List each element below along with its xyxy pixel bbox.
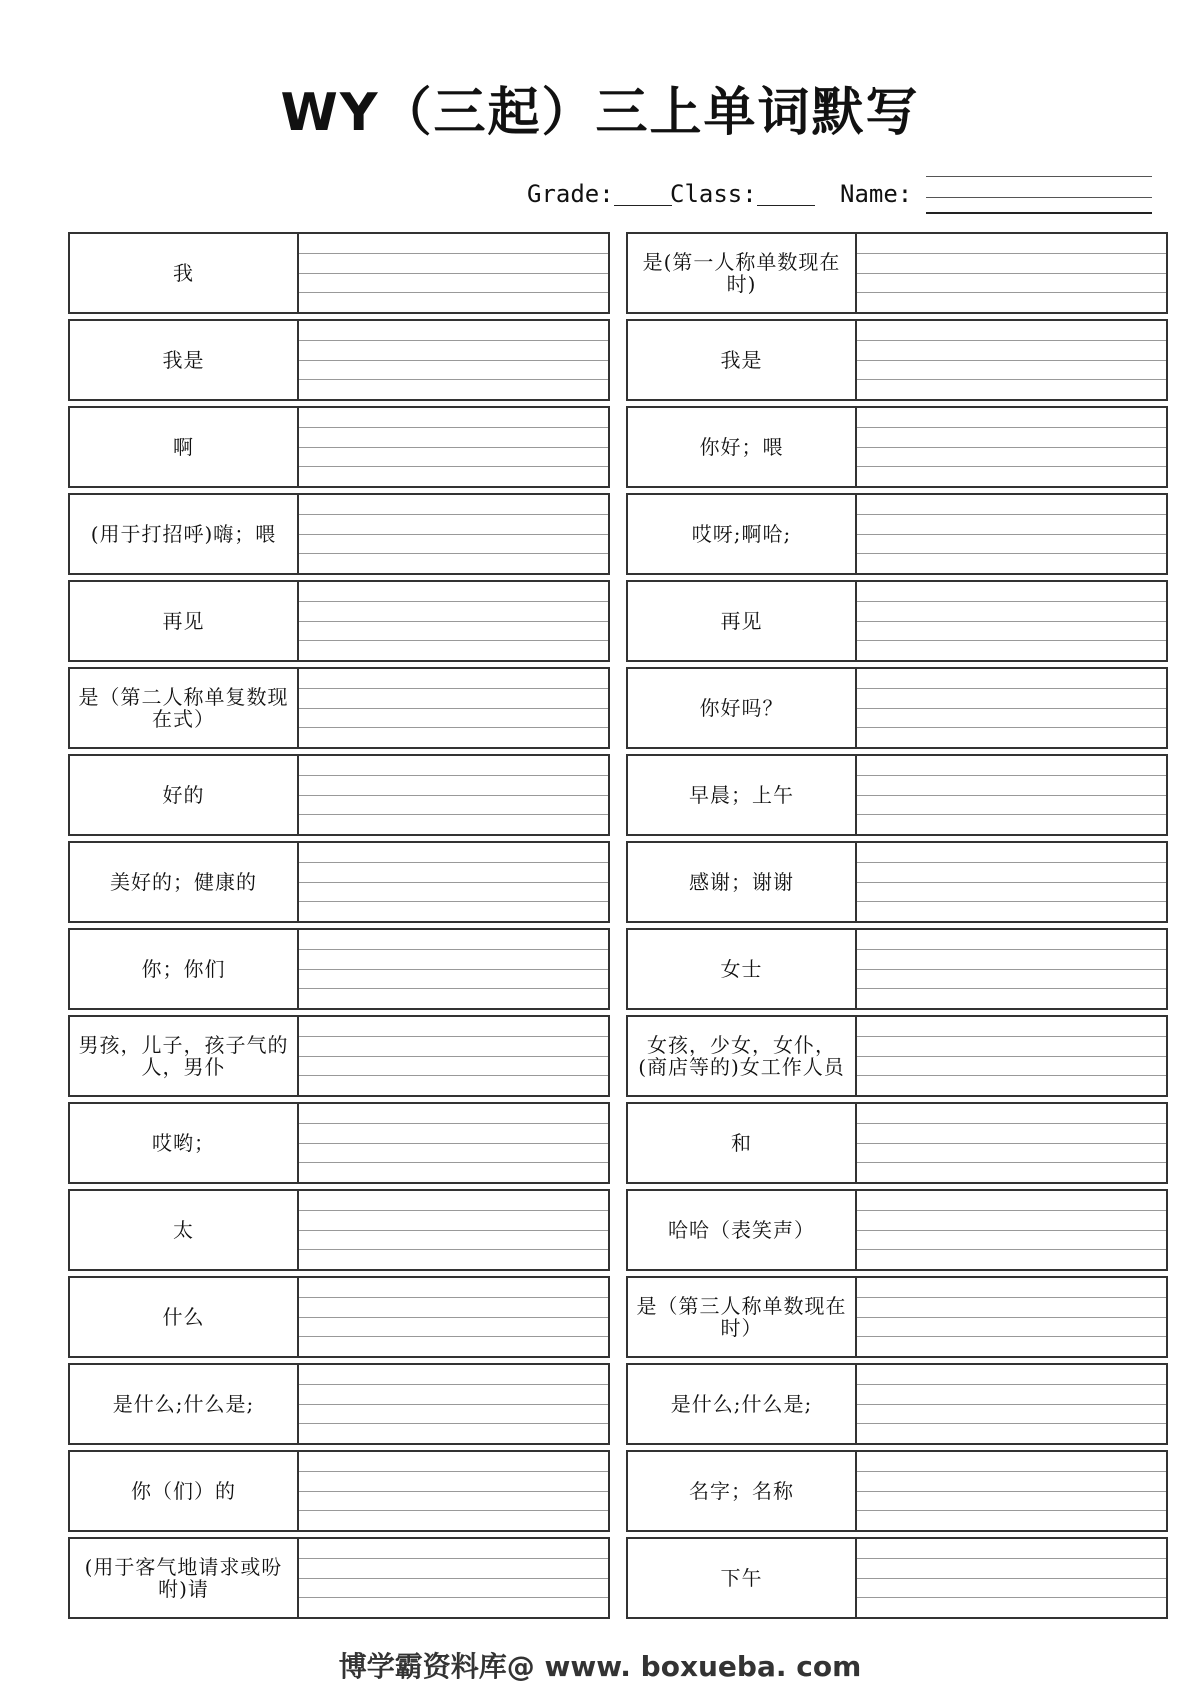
vocab-row — [68, 754, 610, 836]
writing-line — [299, 292, 608, 293]
writing-line — [299, 1036, 608, 1037]
writing-line — [299, 1210, 608, 1211]
writing-line — [299, 1143, 608, 1144]
chinese-meaning: (用于客气地请求或吩咐)请 — [70, 1539, 299, 1617]
writing-line — [299, 814, 608, 815]
name-extra-lines — [926, 156, 1152, 198]
chinese-meaning: 太 — [70, 1191, 299, 1269]
writing-line — [857, 1491, 1166, 1492]
chinese-meaning: 我是 — [70, 321, 299, 399]
writing-line — [299, 727, 608, 728]
writing-line — [857, 640, 1166, 641]
chinese-meaning: 美好的；健康的 — [70, 843, 299, 921]
writing-line — [857, 1317, 1166, 1318]
writing-line — [857, 708, 1166, 709]
chinese-meaning: 再见 — [70, 582, 299, 660]
chinese-meaning: 哎哟； — [70, 1104, 299, 1182]
writing-line — [857, 621, 1166, 622]
writing-line — [857, 795, 1166, 796]
writing-line — [857, 427, 1166, 428]
answer-writing-area[interactable] — [299, 756, 608, 834]
answer-writing-area[interactable] — [857, 1104, 1166, 1182]
chinese-meaning: 是什么;什么是; — [70, 1365, 299, 1443]
class-field — [670, 180, 815, 210]
writing-line — [857, 1297, 1166, 1298]
writing-line — [857, 553, 1166, 554]
class-label: Class: — [670, 180, 757, 208]
vocab-row — [626, 1015, 1168, 1097]
chinese-meaning: 是什么;什么是; — [628, 1365, 857, 1443]
name-label: Name: — [840, 180, 913, 208]
chinese-meaning: 是(第一人称单数现在时) — [628, 234, 857, 312]
vocab-row — [68, 1537, 610, 1619]
footer-watermark: 博学霸资料库@ www. boxueba. com — [338, 1650, 862, 1683]
writing-line — [857, 360, 1166, 361]
chinese-meaning: 我是 — [628, 321, 857, 399]
writing-line — [299, 988, 608, 989]
writing-line — [857, 1210, 1166, 1211]
writing-line — [857, 901, 1166, 902]
writing-line — [299, 795, 608, 796]
chinese-meaning: 哎呀;啊哈; — [628, 495, 857, 573]
vocab-row — [68, 1015, 610, 1097]
writing-line — [299, 775, 608, 776]
writing-line — [299, 688, 608, 689]
writing-line — [857, 1075, 1166, 1076]
vocab-row — [68, 493, 610, 575]
writing-line — [299, 1423, 608, 1424]
chinese-meaning: 啊 — [70, 408, 299, 486]
answer-writing-area[interactable] — [299, 1452, 608, 1530]
writing-line — [299, 1404, 608, 1405]
vocab-row — [626, 841, 1168, 923]
answer-writing-area[interactable] — [299, 1539, 608, 1617]
vocab-row — [626, 319, 1168, 401]
answer-writing-area[interactable] — [299, 408, 608, 486]
answer-writing-area[interactable] — [299, 1017, 608, 1095]
chinese-meaning: 早晨；上午 — [628, 756, 857, 834]
vocab-row — [626, 1363, 1168, 1445]
writing-line — [299, 1123, 608, 1124]
grade-blank[interactable] — [614, 181, 672, 206]
vocab-row — [626, 754, 1168, 836]
writing-line — [857, 1036, 1166, 1037]
chinese-meaning: 男孩，儿子，孩子气的人，男仆 — [70, 1017, 299, 1095]
answer-writing-area[interactable] — [857, 1017, 1166, 1095]
vocab-row — [626, 580, 1168, 662]
writing-line — [299, 1249, 608, 1250]
writing-line — [857, 340, 1166, 341]
writing-line — [857, 292, 1166, 293]
chinese-meaning: (用于打招呼)嗨；喂 — [70, 495, 299, 573]
writing-line — [857, 253, 1166, 254]
writing-line — [299, 1162, 608, 1163]
answer-writing-area[interactable] — [857, 1452, 1166, 1530]
writing-line — [857, 1597, 1166, 1598]
vocab-row — [68, 928, 610, 1010]
writing-line — [857, 1230, 1166, 1231]
writing-line — [299, 553, 608, 554]
writing-line — [857, 1404, 1166, 1405]
chinese-meaning: 好的 — [70, 756, 299, 834]
writing-line — [857, 379, 1166, 380]
writing-line — [857, 1336, 1166, 1337]
chinese-meaning: 哈哈（表笑声） — [628, 1191, 857, 1269]
chinese-meaning: 你；你们 — [70, 930, 299, 1008]
writing-line — [857, 601, 1166, 602]
writing-line — [857, 1510, 1166, 1511]
name-blank[interactable] — [926, 212, 1152, 214]
vocab-row — [626, 493, 1168, 575]
vocab-row — [68, 232, 610, 314]
name-field — [840, 180, 912, 210]
writing-line — [299, 1471, 608, 1472]
writing-line — [299, 708, 608, 709]
vocab-row — [626, 928, 1168, 1010]
writing-line — [299, 1056, 608, 1057]
writing-line — [857, 862, 1166, 863]
answer-writing-area[interactable] — [857, 843, 1166, 921]
chinese-meaning: 什么 — [70, 1278, 299, 1356]
vocab-row — [626, 232, 1168, 314]
vocab-row — [68, 1276, 610, 1358]
writing-line — [857, 1558, 1166, 1559]
vocab-row — [68, 406, 610, 488]
vocab-row — [68, 667, 610, 749]
chinese-meaning: 你好；喂 — [628, 408, 857, 486]
answer-writing-area[interactable] — [299, 495, 608, 573]
writing-line — [857, 882, 1166, 883]
vocab-row — [68, 1189, 610, 1271]
writing-line — [299, 466, 608, 467]
chinese-meaning: 女士 — [628, 930, 857, 1008]
writing-line — [299, 882, 608, 883]
answer-writing-area[interactable] — [299, 1365, 608, 1443]
vocab-row — [68, 841, 610, 923]
writing-line — [857, 273, 1166, 274]
grade-field — [527, 180, 672, 210]
answer-writing-area[interactable] — [857, 408, 1166, 486]
chinese-meaning: 你好吗？ — [628, 669, 857, 747]
answer-writing-area[interactable] — [299, 843, 608, 921]
chinese-meaning: 你（们）的 — [70, 1452, 299, 1530]
writing-line — [857, 949, 1166, 950]
writing-line — [299, 379, 608, 380]
writing-line — [299, 640, 608, 641]
writing-line — [299, 1597, 608, 1598]
writing-line — [857, 1249, 1166, 1250]
writing-line — [857, 1578, 1166, 1579]
writing-line — [299, 1230, 608, 1231]
vocab-row — [68, 1102, 610, 1184]
writing-line — [299, 1336, 608, 1337]
chinese-meaning: 我 — [70, 234, 299, 312]
vocab-row — [68, 319, 610, 401]
writing-line — [857, 534, 1166, 535]
writing-line — [857, 814, 1166, 815]
grade-label: Grade: — [527, 180, 614, 208]
writing-line — [299, 360, 608, 361]
vocab-row — [626, 406, 1168, 488]
writing-line — [857, 688, 1166, 689]
chinese-meaning: 是（第二人称单复数现在式） — [70, 669, 299, 747]
chinese-meaning: 感谢；谢谢 — [628, 843, 857, 921]
vocab-row — [68, 580, 610, 662]
vocab-row — [68, 1363, 610, 1445]
worksheet-title: WY（三起）三上单词默写 — [280, 83, 920, 143]
vocab-row — [626, 1276, 1168, 1358]
answer-writing-area[interactable] — [857, 495, 1166, 573]
writing-line — [857, 1423, 1166, 1424]
vocab-row — [626, 1450, 1168, 1532]
chinese-meaning: 和 — [628, 1104, 857, 1182]
chinese-meaning: 再见 — [628, 582, 857, 660]
writing-line — [299, 1317, 608, 1318]
vocab-row — [68, 1450, 610, 1532]
writing-line — [857, 1471, 1166, 1472]
answer-writing-area[interactable] — [857, 1278, 1166, 1356]
answer-writing-area[interactable] — [857, 1191, 1166, 1269]
writing-line — [299, 447, 608, 448]
answer-writing-area[interactable] — [857, 756, 1166, 834]
chinese-meaning: 是（第三人称单数现在时） — [628, 1278, 857, 1356]
writing-line — [299, 901, 608, 902]
writing-line — [299, 514, 608, 515]
writing-line — [857, 969, 1166, 970]
answer-writing-area[interactable] — [857, 1365, 1166, 1443]
writing-line — [299, 601, 608, 602]
answer-writing-area[interactable] — [299, 234, 608, 312]
writing-line — [857, 1123, 1166, 1124]
vocab-row — [626, 1189, 1168, 1271]
answer-writing-area[interactable] — [299, 1104, 608, 1182]
chinese-meaning: 女孩，少女，女仆，(商店等的)女工作人员 — [628, 1017, 857, 1095]
answer-writing-area[interactable] — [857, 321, 1166, 399]
writing-line — [857, 447, 1166, 448]
writing-line — [299, 1510, 608, 1511]
answer-writing-area[interactable] — [857, 582, 1166, 660]
answer-writing-area[interactable] — [299, 1191, 608, 1269]
answer-writing-area[interactable] — [299, 930, 608, 1008]
writing-line — [299, 1297, 608, 1298]
writing-line — [299, 427, 608, 428]
writing-line — [857, 775, 1166, 776]
writing-line — [857, 1162, 1166, 1163]
writing-line — [857, 988, 1166, 989]
writing-line — [299, 273, 608, 274]
writing-line — [299, 1075, 608, 1076]
writing-line — [299, 1558, 608, 1559]
answer-writing-area[interactable] — [857, 669, 1166, 747]
vocab-row — [626, 1102, 1168, 1184]
writing-line — [299, 862, 608, 863]
writing-line — [299, 969, 608, 970]
answer-writing-area[interactable] — [857, 234, 1166, 312]
writing-line — [299, 1578, 608, 1579]
answer-writing-area[interactable] — [299, 669, 608, 747]
writing-line — [857, 1143, 1166, 1144]
answer-writing-area[interactable] — [857, 930, 1166, 1008]
answer-writing-area[interactable] — [299, 1278, 608, 1356]
writing-line — [299, 534, 608, 535]
writing-line — [299, 1491, 608, 1492]
vocab-row — [626, 667, 1168, 749]
writing-line — [857, 727, 1166, 728]
chinese-meaning: 名字；名称 — [628, 1452, 857, 1530]
writing-line — [299, 621, 608, 622]
vocab-row — [626, 1537, 1168, 1619]
writing-line — [857, 466, 1166, 467]
answer-writing-area[interactable] — [299, 582, 608, 660]
answer-writing-area[interactable] — [857, 1539, 1166, 1617]
writing-line — [299, 340, 608, 341]
writing-line — [299, 949, 608, 950]
vocab-grid — [68, 232, 1166, 1620]
writing-line — [857, 1384, 1166, 1385]
writing-line — [857, 514, 1166, 515]
writing-line — [857, 1056, 1166, 1057]
answer-writing-area[interactable] — [299, 321, 608, 399]
writing-line — [299, 1384, 608, 1385]
class-blank[interactable] — [757, 181, 815, 206]
writing-line — [299, 253, 608, 254]
chinese-meaning: 下午 — [628, 1539, 857, 1617]
